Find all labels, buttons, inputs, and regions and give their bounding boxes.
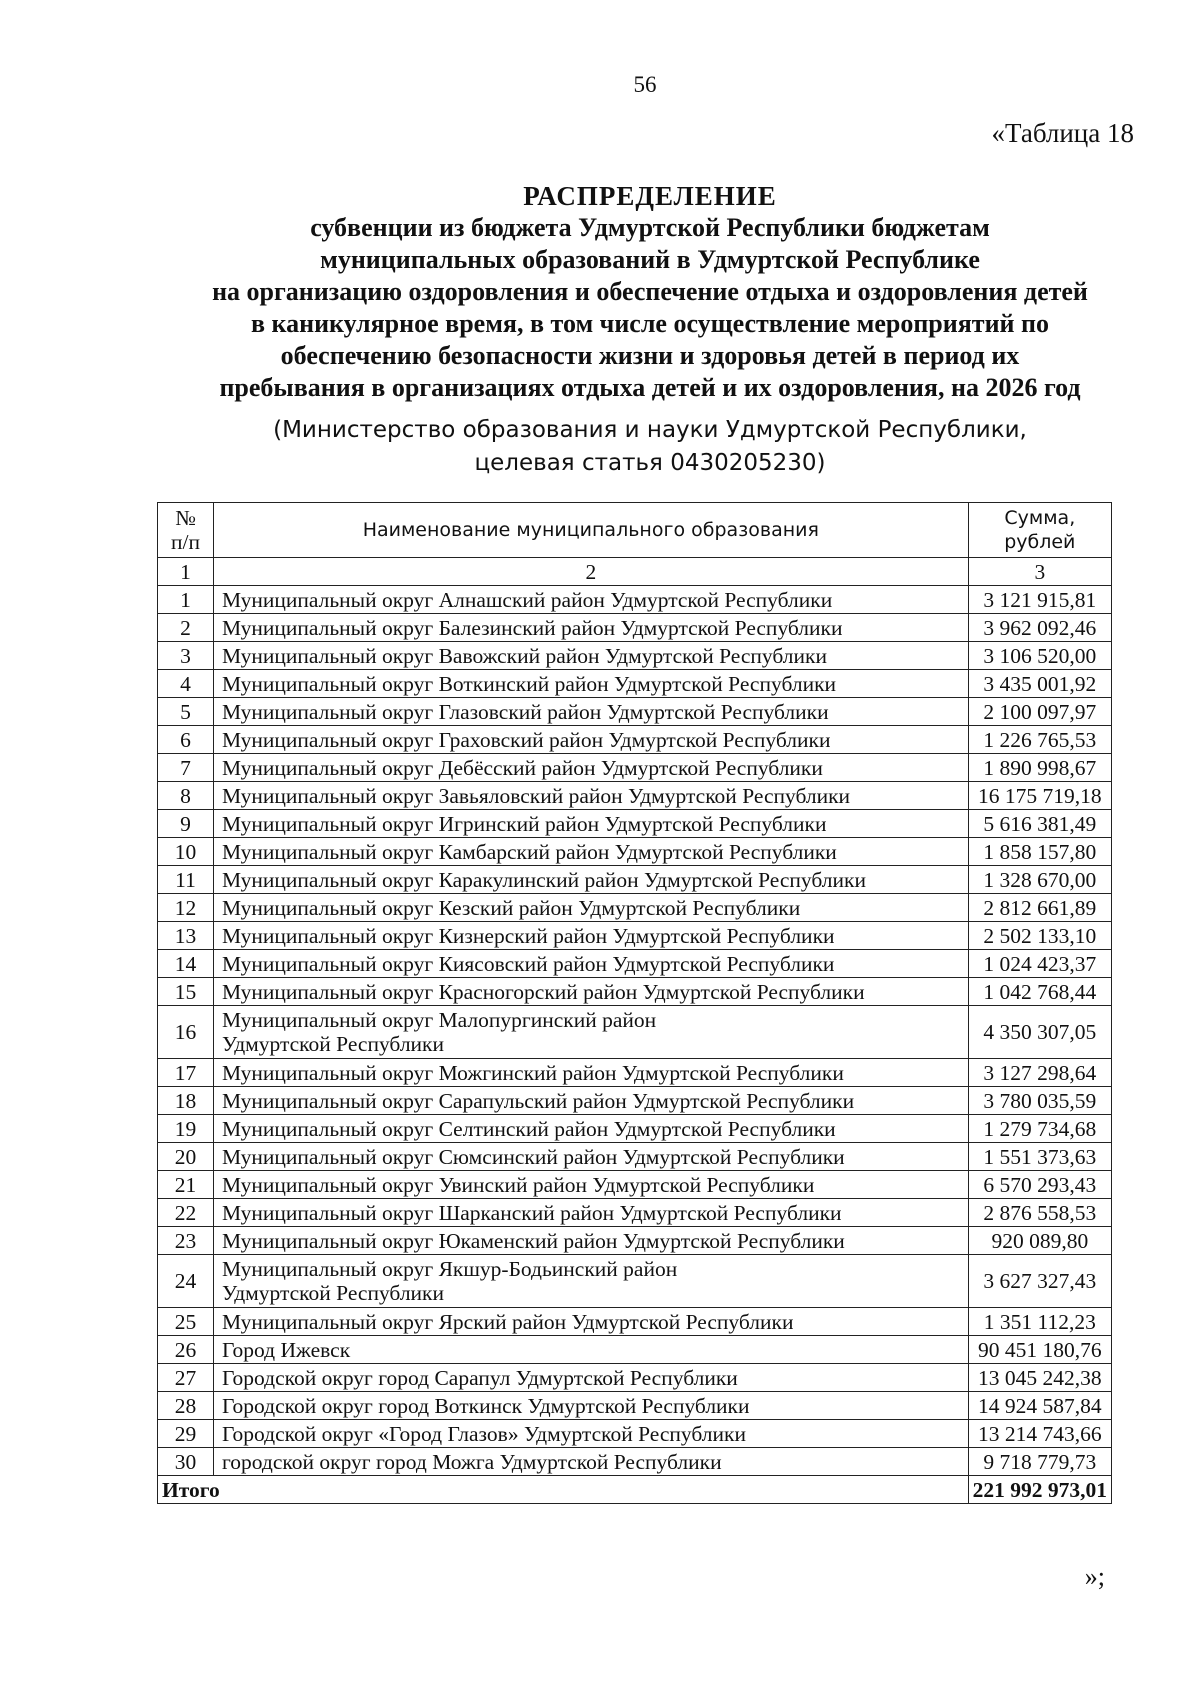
row-number: 4 [158, 670, 214, 698]
row-name: Муниципальный округ Граховский район Удмуртской Республики [214, 726, 969, 754]
row-sum: 1 279 734,68 [968, 1115, 1111, 1143]
row-number: 6 [158, 726, 214, 754]
row-sum: 90 451 180,76 [968, 1336, 1111, 1364]
table-row [158, 1143, 1112, 1171]
row-number: 17 [158, 1059, 214, 1087]
header-num-line: № [175, 506, 196, 530]
row-sum: 3 121 915,81 [968, 586, 1111, 614]
row-number: 8 [158, 782, 214, 810]
table-row [158, 1336, 1112, 1364]
row-name: Муниципальный округ Сюмсинский район Удмуртской Республики [214, 1143, 969, 1171]
row-number: 28 [158, 1392, 214, 1420]
document-title [0, 180, 1200, 404]
table-row [158, 1115, 1112, 1143]
row-name: Муниципальный округ Вавожский район Удмуртской Республики [214, 642, 969, 670]
table-row [158, 1392, 1112, 1420]
row-name [214, 1006, 969, 1059]
table-row [158, 614, 1112, 642]
table-row [158, 922, 1112, 950]
row-name: Муниципальный округ Увинский район Удмуртской Республики [214, 1171, 969, 1199]
table-row [158, 670, 1112, 698]
row-name: Муниципальный округ Киясовский район Удмуртской Республики [214, 950, 969, 978]
row-name: Муниципальный округ Глазовский район Удмуртской Республики [214, 698, 969, 726]
header-num [158, 503, 214, 558]
table-row [158, 1087, 1112, 1115]
header-name: Наименование муниципального образования [214, 503, 969, 558]
table-label: «Таблица 18 [991, 118, 1134, 148]
table-row [158, 1308, 1112, 1336]
row-number: 7 [158, 754, 214, 782]
row-sum: 2 502 133,10 [968, 922, 1111, 950]
table-row [158, 894, 1112, 922]
table-row [158, 586, 1112, 614]
row-sum: 920 089,80 [968, 1227, 1111, 1255]
row-number: 27 [158, 1364, 214, 1392]
row-sum: 2 812 661,89 [968, 894, 1111, 922]
title-line: обеспечению безопасности жизни и здоровья детей в период их [280, 341, 1020, 370]
row-sum: 13 045 242,38 [968, 1364, 1111, 1392]
table-row [158, 1059, 1112, 1087]
row-name: Муниципальный округ Каракулинский район Удмуртской Республики [214, 866, 969, 894]
row-sum: 2 100 097,97 [968, 698, 1111, 726]
table-row [158, 1227, 1112, 1255]
row-name: Муниципальный округ Шарканский район Удмуртской Республики [214, 1199, 969, 1227]
table-row [158, 1255, 1112, 1308]
row-number: 29 [158, 1420, 214, 1448]
row-name: Муниципальный округ Юкаменский район Удмуртской Республики [214, 1227, 969, 1255]
row-name: Муниципальный округ Дебёсский район Удмуртской Республики [214, 754, 969, 782]
row-number: 25 [158, 1308, 214, 1336]
table-row [158, 1199, 1112, 1227]
row-name: Городской округ город Воткинск Удмуртской Республики [214, 1392, 969, 1420]
table-header-row [158, 503, 1112, 558]
table-row [158, 978, 1112, 1006]
row-name: Муниципальный округ Кизнерский район Удмуртской Республики [214, 922, 969, 950]
row-name: Город Ижевск [214, 1336, 969, 1364]
subtitle-line: (Министерство образования и науки Удмуртской Республики, [273, 417, 1027, 443]
row-name: Муниципальный округ Камбарский район Удмуртской Республики [214, 838, 969, 866]
row-number: 3 [158, 642, 214, 670]
row-number: 2 [158, 614, 214, 642]
row-sum: 3 780 035,59 [968, 1087, 1111, 1115]
row-number: 9 [158, 810, 214, 838]
total-sum: 221 992 973,01 [968, 1476, 1111, 1504]
row-name: Муниципальный округ Красногорский район Удмуртской Республики [214, 978, 969, 1006]
header-sum-line: рублей [1004, 531, 1076, 553]
table-row [158, 866, 1112, 894]
row-number: 13 [158, 922, 214, 950]
row-name-line: Муниципальный округ Малопургинский район [222, 1008, 657, 1032]
row-number: 16 [158, 1006, 214, 1059]
document-subtitle [0, 414, 1200, 480]
row-sum: 1 024 423,37 [968, 950, 1111, 978]
table-row [158, 782, 1112, 810]
row-sum: 3 962 092,46 [968, 614, 1111, 642]
row-number: 15 [158, 978, 214, 1006]
row-number: 20 [158, 1143, 214, 1171]
row-sum: 3 127 298,64 [968, 1059, 1111, 1087]
title-line: на организацию оздоровления и обеспечение отдыха и оздоровления детей [212, 277, 1088, 306]
total-row [158, 1476, 1112, 1504]
col-number: 3 [968, 558, 1111, 586]
row-sum: 1 042 768,44 [968, 978, 1111, 1006]
table-row [158, 754, 1112, 782]
row-sum: 9 718 779,73 [968, 1448, 1111, 1476]
header-sum-line: Сумма, [1004, 507, 1076, 529]
row-number: 19 [158, 1115, 214, 1143]
table-row [158, 726, 1112, 754]
row-name: Муниципальный округ Воткинский район Удмуртской Республики [214, 670, 969, 698]
table-row [158, 810, 1112, 838]
row-name [214, 1255, 969, 1308]
row-number: 1 [158, 586, 214, 614]
row-name: Городской округ «Город Глазов» Удмуртской Республики [214, 1420, 969, 1448]
row-name: Муниципальный округ Ярский район Удмуртской Республики [214, 1308, 969, 1336]
table-row [158, 950, 1112, 978]
row-sum: 1 351 112,23 [968, 1308, 1111, 1336]
table-row [158, 1420, 1112, 1448]
title-line: пребывания в организациях отдыха детей и их оздоровления, на 2026 год [219, 373, 1081, 402]
table-row [158, 1448, 1112, 1476]
row-number: 22 [158, 1199, 214, 1227]
row-name: Муниципальный округ Сарапульский район Удмуртской Республики [214, 1087, 969, 1115]
row-sum: 1 890 998,67 [968, 754, 1111, 782]
row-name: Городской округ город Сарапул Удмуртской Республики [214, 1364, 969, 1392]
row-sum: 2 876 558,53 [968, 1199, 1111, 1227]
table-row [158, 1171, 1112, 1199]
subtitle-line: целевая статья 0430205230) [474, 450, 826, 476]
row-name: Муниципальный округ Игринский район Удмуртской Республики [214, 810, 969, 838]
row-sum: 3 627 327,43 [968, 1255, 1111, 1308]
row-name: Муниципальный округ Завьяловский район Удмуртской Республики [214, 782, 969, 810]
header-num-line: п/п [171, 530, 200, 554]
row-name: Муниципальный округ Можгинский район Удмуртской Республики [214, 1059, 969, 1087]
title-heading: РАСПРЕДЕЛЕНИЕ [523, 181, 777, 211]
header-sum [968, 503, 1111, 558]
row-sum: 5 616 381,49 [968, 810, 1111, 838]
row-number: 18 [158, 1087, 214, 1115]
row-number: 30 [158, 1448, 214, 1476]
row-number: 23 [158, 1227, 214, 1255]
column-numbers-row [158, 558, 1112, 586]
row-name-line: Муниципальный округ Якшур-Бодьинский район [222, 1257, 678, 1281]
row-sum: 1 858 157,80 [968, 838, 1111, 866]
page-number: 56 [633, 72, 657, 97]
row-name: Муниципальный округ Алнашский район Удмуртской Республики [214, 586, 969, 614]
row-sum: 3 435 001,92 [968, 670, 1111, 698]
row-name: Муниципальный округ Селтинский район Удмуртской Республики [214, 1115, 969, 1143]
row-sum: 3 106 520,00 [968, 642, 1111, 670]
row-number: 11 [158, 866, 214, 894]
title-line: субвенции из бюджета Удмуртской Республики бюджетам [310, 213, 990, 242]
row-sum: 6 570 293,43 [968, 1171, 1111, 1199]
row-sum: 1 328 670,00 [968, 866, 1111, 894]
row-sum: 4 350 307,05 [968, 1006, 1111, 1059]
table-row [158, 1006, 1112, 1059]
title-line: в каникулярное время, в том числе осуществление мероприятий по [250, 309, 1050, 338]
row-number: 26 [158, 1336, 214, 1364]
row-name-line: Удмуртской Республики [222, 1032, 445, 1056]
table-row [158, 698, 1112, 726]
distribution-table [157, 502, 1112, 1504]
table-row [158, 838, 1112, 866]
title-line: муниципальных образований в Удмуртской Республике [320, 245, 980, 274]
row-sum: 14 924 587,84 [968, 1392, 1111, 1420]
col-number: 2 [214, 558, 969, 586]
row-number: 5 [158, 698, 214, 726]
col-number: 1 [158, 558, 214, 586]
row-name: Муниципальный округ Кезский район Удмуртской Республики [214, 894, 969, 922]
row-number: 24 [158, 1255, 214, 1308]
row-sum: 1 226 765,53 [968, 726, 1111, 754]
row-name: Муниципальный округ Балезинский район Удмуртской Республики [214, 614, 969, 642]
row-sum: 1 551 373,63 [968, 1143, 1111, 1171]
total-label: Итого [158, 1476, 969, 1504]
row-number: 14 [158, 950, 214, 978]
table-row [158, 1364, 1112, 1392]
row-number: 21 [158, 1171, 214, 1199]
closing-mark: »; [1084, 1562, 1105, 1591]
table-row [158, 642, 1112, 670]
row-number: 10 [158, 838, 214, 866]
row-name-line: Удмуртской Республики [222, 1281, 445, 1305]
row-sum: 16 175 719,18 [968, 782, 1111, 810]
row-sum: 13 214 743,66 [968, 1420, 1111, 1448]
row-name: городской округ город Можга Удмуртской Республики [214, 1448, 969, 1476]
row-number: 12 [158, 894, 214, 922]
